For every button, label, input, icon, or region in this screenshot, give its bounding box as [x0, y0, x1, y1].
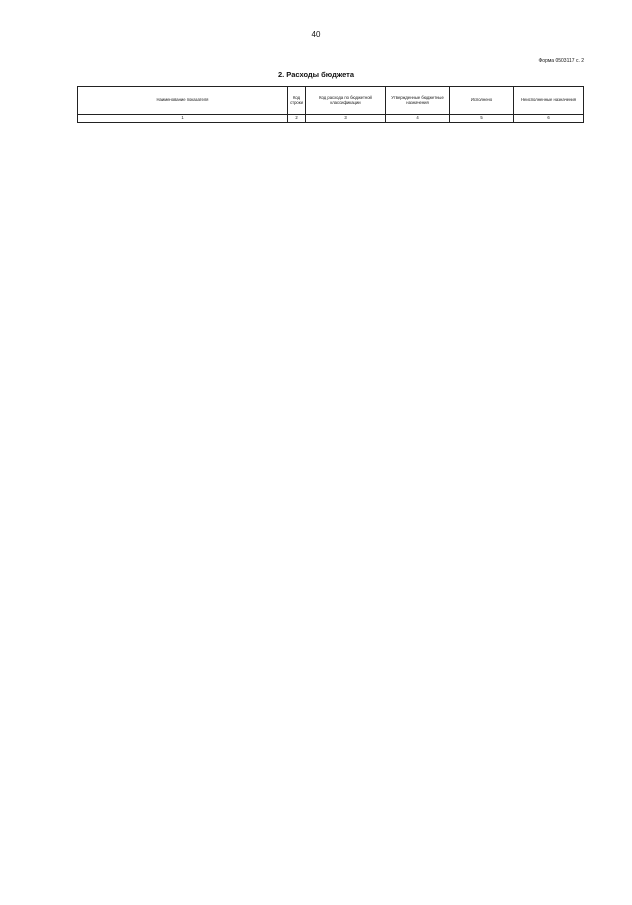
column-number: 4 — [386, 115, 450, 123]
header-unexecuted: Неисполненные назначения — [514, 87, 584, 115]
header-classification-code: Код расхода по бюджетной классификации — [306, 87, 386, 115]
column-number: 6 — [514, 115, 584, 123]
header-executed: Исполнено — [450, 87, 514, 115]
column-number: 1 — [78, 115, 288, 123]
section-title: 2. Расходы бюджета — [277, 70, 355, 79]
form-code: Форма 0503117 с. 2 — [538, 58, 584, 64]
column-number-row — [78, 115, 584, 123]
header-indicator-name: Наименование показателя — [78, 87, 288, 115]
expenses-table — [77, 86, 584, 123]
header-approved: Утвержденные бюджетные назначения — [386, 87, 450, 115]
table-header-row — [78, 87, 584, 115]
page-number: 40 — [311, 30, 321, 39]
column-number: 3 — [306, 115, 386, 123]
header-line-code: Код строки — [288, 87, 306, 115]
column-number: 5 — [450, 115, 514, 123]
column-number: 2 — [288, 115, 306, 123]
